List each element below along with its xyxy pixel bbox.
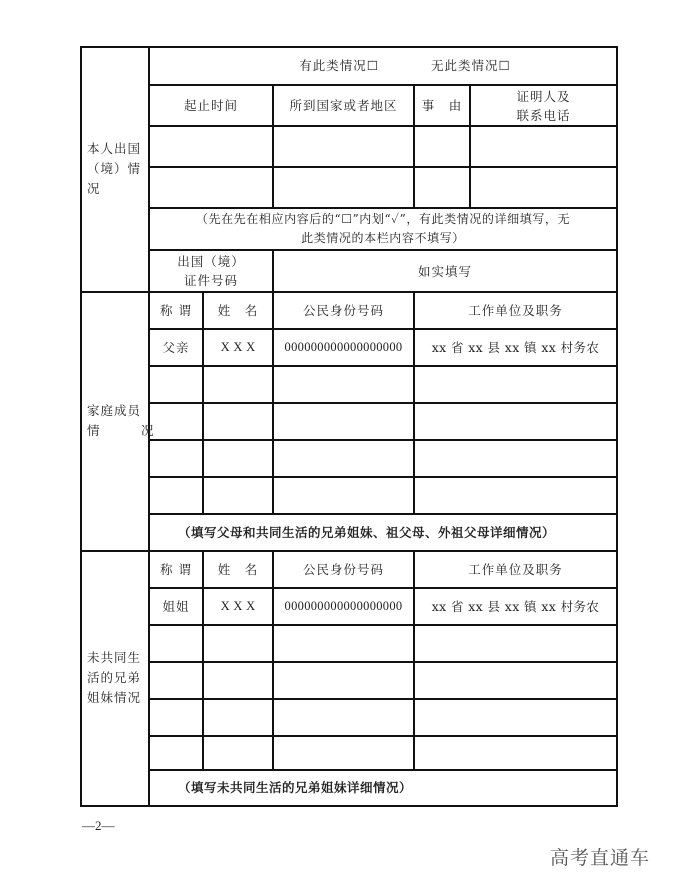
siblings-row-5-relation[interactable] — [150, 736, 202, 769]
siblings-row-3-name[interactable] — [204, 662, 272, 698]
siblings-row-3-id[interactable] — [274, 662, 413, 698]
abroad-section-label-line1: 本人出国 — [87, 141, 142, 156]
abroad-row-2-witness[interactable] — [471, 168, 616, 207]
table-border-bottom — [80, 805, 617, 807]
passport-label-line1: 出国（境） — [177, 254, 245, 269]
abroad-row-1-reason[interactable] — [415, 127, 469, 166]
abroad-row-2-period[interactable] — [150, 168, 272, 207]
siblings-row-2-work[interactable] — [415, 625, 616, 661]
siblings-col-id: 公民身份号码 — [302, 561, 384, 577]
family-col-work: 工作单位及职务 — [468, 302, 563, 318]
passport-label-line2: 证件号码 — [183, 273, 238, 288]
passport-label — [150, 251, 272, 291]
siblings-row-4-relation[interactable] — [150, 699, 202, 735]
family-row-4-name[interactable] — [204, 440, 272, 476]
family-row-4-work[interactable] — [415, 440, 616, 476]
family-row-4-relation[interactable] — [150, 440, 202, 476]
siblings-row-4-name[interactable] — [204, 699, 272, 735]
family-col-name: 姓 名 — [217, 302, 259, 318]
col-header-destination: 所到国家或者地区 — [289, 98, 398, 113]
abroad-instruction-line1: （先在先在相应内容后的“☐”内划“✓”，有此类情况的详细填写，无 — [195, 212, 571, 226]
family-row-1-name[interactable]: X X X — [220, 339, 256, 354]
family-col-id: 公民身份号码 — [302, 302, 384, 318]
family-row-3-id[interactable] — [274, 403, 413, 439]
family-row-3-relation[interactable] — [150, 403, 202, 439]
abroad-row-1-destination[interactable] — [274, 127, 413, 166]
page-number: —2— — [82, 818, 115, 833]
siblings-row-4-work[interactable] — [415, 699, 616, 735]
family-row-1-relation[interactable]: 父亲 — [162, 339, 190, 355]
passport-number-field[interactable]: 如实填写 — [417, 263, 472, 279]
family-note: （填写父母和共同生活的兄弟姐妹、祖父母、外祖父母详细情况） — [178, 524, 556, 540]
family-row-3-name[interactable] — [204, 403, 272, 439]
family-row-2-name[interactable] — [204, 366, 272, 402]
table-border-right — [616, 46, 618, 807]
abroad-instruction — [150, 209, 616, 249]
family-section-label — [81, 292, 155, 550]
family-row-5-id[interactable] — [274, 477, 413, 513]
family-row-5-work[interactable] — [415, 477, 616, 513]
siblings-section-label — [81, 551, 148, 805]
abroad-section-label-line2: （境）情况 — [87, 161, 142, 196]
abroad-instruction-line2: 此类情况的本栏内容不填写） — [301, 231, 465, 245]
siblings-note: （填写未共同生活的兄弟姐妹详细情况） — [178, 780, 413, 795]
family-col-relation: 称 谓 — [160, 302, 192, 318]
family-row-2-id[interactable] — [274, 366, 413, 402]
family-row-2-relation[interactable] — [150, 366, 202, 402]
siblings-row-3-relation[interactable] — [150, 662, 202, 698]
col-header-witness — [471, 86, 616, 125]
siblings-row-2-relation[interactable] — [150, 625, 202, 661]
siblings-row-2-name[interactable] — [204, 625, 272, 661]
siblings-row-5-id[interactable] — [274, 736, 413, 769]
abroad-row-1-period[interactable] — [150, 127, 272, 166]
col-header-witness-line1: 证明人及 — [516, 88, 571, 104]
siblings-row-3-work[interactable] — [415, 662, 616, 698]
siblings-row-5-work[interactable] — [415, 736, 616, 769]
siblings-col-work: 工作单位及职务 — [468, 561, 563, 577]
siblings-row-4-id[interactable] — [274, 699, 413, 735]
col-header-reason: 事 由 — [421, 98, 463, 113]
abroad-options-row — [150, 47, 616, 84]
siblings-col-name: 姓 名 — [217, 561, 259, 577]
siblings-row-1-name[interactable]: X X X — [220, 598, 256, 613]
family-row-5-relation[interactable] — [150, 477, 202, 513]
family-section-label-line2: 情 况 — [87, 423, 155, 438]
family-row-5-name[interactable] — [204, 477, 272, 513]
watermark-text: 高考直通车 — [550, 847, 651, 869]
abroad-row-1-witness[interactable] — [471, 127, 616, 166]
family-row-2-work[interactable] — [415, 366, 616, 402]
col-header-period: 起止时间 — [183, 98, 238, 113]
family-section-label-line1: 家庭成员 — [87, 403, 142, 418]
siblings-section-label-line3: 姐妹情况 — [87, 690, 142, 705]
siblings-section-label-line2: 活的兄弟 — [87, 670, 142, 685]
family-row-4-id[interactable] — [274, 440, 413, 476]
option-has-checkbox[interactable]: 有此类情况☐ — [299, 58, 379, 73]
abroad-section-label — [81, 47, 148, 291]
siblings-col-relation: 称 谓 — [160, 561, 192, 577]
col-header-witness-line2: 联系电话 — [516, 107, 571, 123]
siblings-section-label-line1: 未共同生 — [87, 650, 142, 665]
siblings-row-1-id[interactable]: 000000000000000000 — [284, 598, 403, 613]
siblings-row-1-work[interactable]: xx 省 xx 县 xx 镇 xx 村务农 — [431, 598, 600, 614]
siblings-row-2-id[interactable] — [274, 625, 413, 661]
family-row-1-work[interactable]: xx 省 xx 县 xx 镇 xx 村务农 — [431, 339, 600, 355]
abroad-row-2-reason[interactable] — [415, 168, 469, 207]
abroad-row-2-destination[interactable] — [274, 168, 413, 207]
siblings-row-5-name[interactable] — [204, 736, 272, 769]
family-row-3-work[interactable] — [415, 403, 616, 439]
option-none-checkbox[interactable]: 无此类情况☐ — [431, 58, 511, 73]
family-row-1-id[interactable]: 000000000000000000 — [284, 339, 403, 354]
siblings-row-1-relation[interactable]: 姐姐 — [162, 598, 190, 614]
